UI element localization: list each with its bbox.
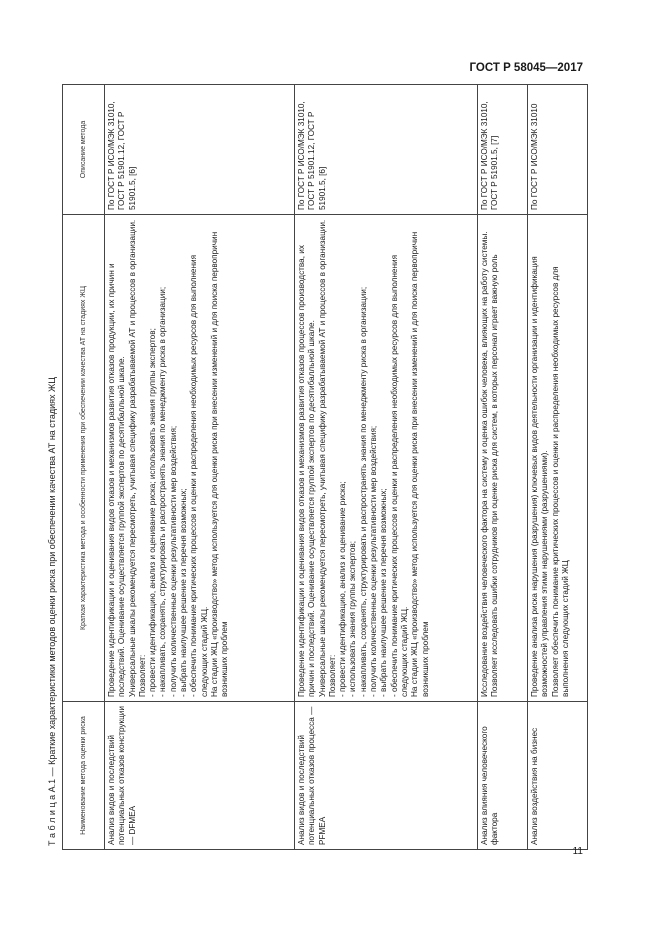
column-header-description: Краткая характеристика метода и особенности применения при обеспечении качества АТ на стадиях ЖЦ [63,215,105,702]
description-line: - накапливать, сохранять, структурировать и распространять знания по менеджменту риска в организации; [358,286,368,697]
description-line: На стадии ЖЦ «производство» метод используется для оценки риска при внесении изменений и для поиска первопричин возникших проблем [209,231,230,697]
methods-table [62,84,588,850]
table-row [528,85,588,850]
table-row [105,85,295,850]
column-header-name: Наименование метода оценки риска [63,702,105,850]
table-caption: Т а б л и ц а А.1 — Краткие характеристики методов оценки риска при обеспечении качества АТ на стадиях ЖЦ [47,377,57,846]
description-line: - провести идентификацию, анализ и оценивание риска; использовать знания группы экспертов; [148,328,158,697]
description-line: - получить количественные оценки результативности мер воздействия; [369,425,379,697]
description-line: Позволяет: [327,654,337,697]
table-row [478,85,528,850]
method-description-cell [105,215,295,702]
description-line: - обеспечить понимание критических процессов и оценки и распределения необходимых ресурсов для выполнения следующих стадий ЖЦ. [389,254,409,697]
description-line: Универсальные шкалы рекомендуется пересмотреть, учитывая специфику разрабатываемой АТ и процессов в организации. [127,219,137,697]
description-line: Позволяет: [137,654,147,697]
rotated-table-region [42,85,570,850]
method-name-cell: Анализ влияния человеческого фактора [478,702,528,850]
method-reference-cell: По ГОСТ Р ИСО/МЭК 31010 [528,85,588,215]
column-header-method: Описание метода [63,85,105,215]
description-line: - выбрать наилучшее решение из перечня возможных; [379,488,389,697]
method-name-cell: Анализ видов и последствий потенциальных отказов процесса — PFMEA [295,702,478,850]
description-line: Позволяет обеспечить понимание критических процессов и оценки и распределения необходимых ресурсов для выполнения следующих стадий ЖЦ [550,266,570,697]
method-description-cell [295,215,478,702]
method-reference-cell: По ГОСТ Р ИСО/МЭК 31010, ГОСТ Р 51901.12, ГОСТ Р 51901.5, [6] [105,85,295,215]
description-line: - получить количественные оценки результативности мер воздействия; [168,425,178,697]
description-line: - выбрать наилучшее решение из перечня возможных; [179,488,189,697]
description-line: - провести идентификацию, анализ и оценивание риска; [338,481,348,697]
description-line: - накапливать, сохранять, структурировать и распространять знания по менеджменту риска в организации; [158,286,168,697]
description-line: Позволяет исследовать ошибки сотрудников при оценке риска для систем, в которых персонал играет важную роль [490,254,500,697]
description-line: Проведение идентификации и оценивания видов отказов и механизмов развития отказов процессов производства, их причин и последствий. Оценивание осуществляется группой экспертов по десятибалльной шкале. [297,245,317,697]
document-code: ГОСТ Р 58045—2017 [469,62,583,74]
description-line: Исследование воздействия человеческого фактора на систему и оценка ошибок человека, влияющих на работу системы. [480,231,489,697]
description-line: Проведение анализа риска нарушения (разрушения) ключевых видов деятельности организации и идентификация возможностей управления этими нарушениями (разрушениями). [530,256,550,697]
method-description-cell [528,215,588,702]
method-reference-cell: По ГОСТ Р ИСО/МЭК 31010, ГОСТ Р 51901.12, ГОСТ Р 51901.5, [6] [295,85,478,215]
table-row [295,85,478,850]
description-line: - использовать знания группы экспертов; [348,541,358,697]
method-name-cell: Анализ воздействия на бизнес [528,702,588,850]
description-line: Универсальные шкалы рекомендуется пересмотреть, учитывая специфику разрабатываемой АТ и процессов в организации. [317,219,327,697]
description-line: На стадии ЖЦ «производство» метод используется для оценки риска при внесении изменений и для поиска первопричин возникших проблем [410,231,430,697]
table-header-row [63,85,105,850]
method-name-cell: Анализ видов и последствий потенциальных отказов конструкции — DFMEA [105,702,295,850]
description-line: - обеспечить понимание критических процессов и оценки и распределения необходимых ресурсов для выполнения следующих стадий ЖЦ. [189,254,209,697]
method-description-cell [478,215,528,702]
page-number: 11 [572,846,583,857]
method-reference-cell: По ГОСТ Р ИСО/МЭК 31010, ГОСТ Р 51901.5, [7] [478,85,528,215]
description-line: Проведение идентификации и оценивания видов отказов и механизмов развития отказов продукции, их причин и последствий. Оценивание осуществляется группой экспертов по десятибалльной шкале. [107,263,127,697]
